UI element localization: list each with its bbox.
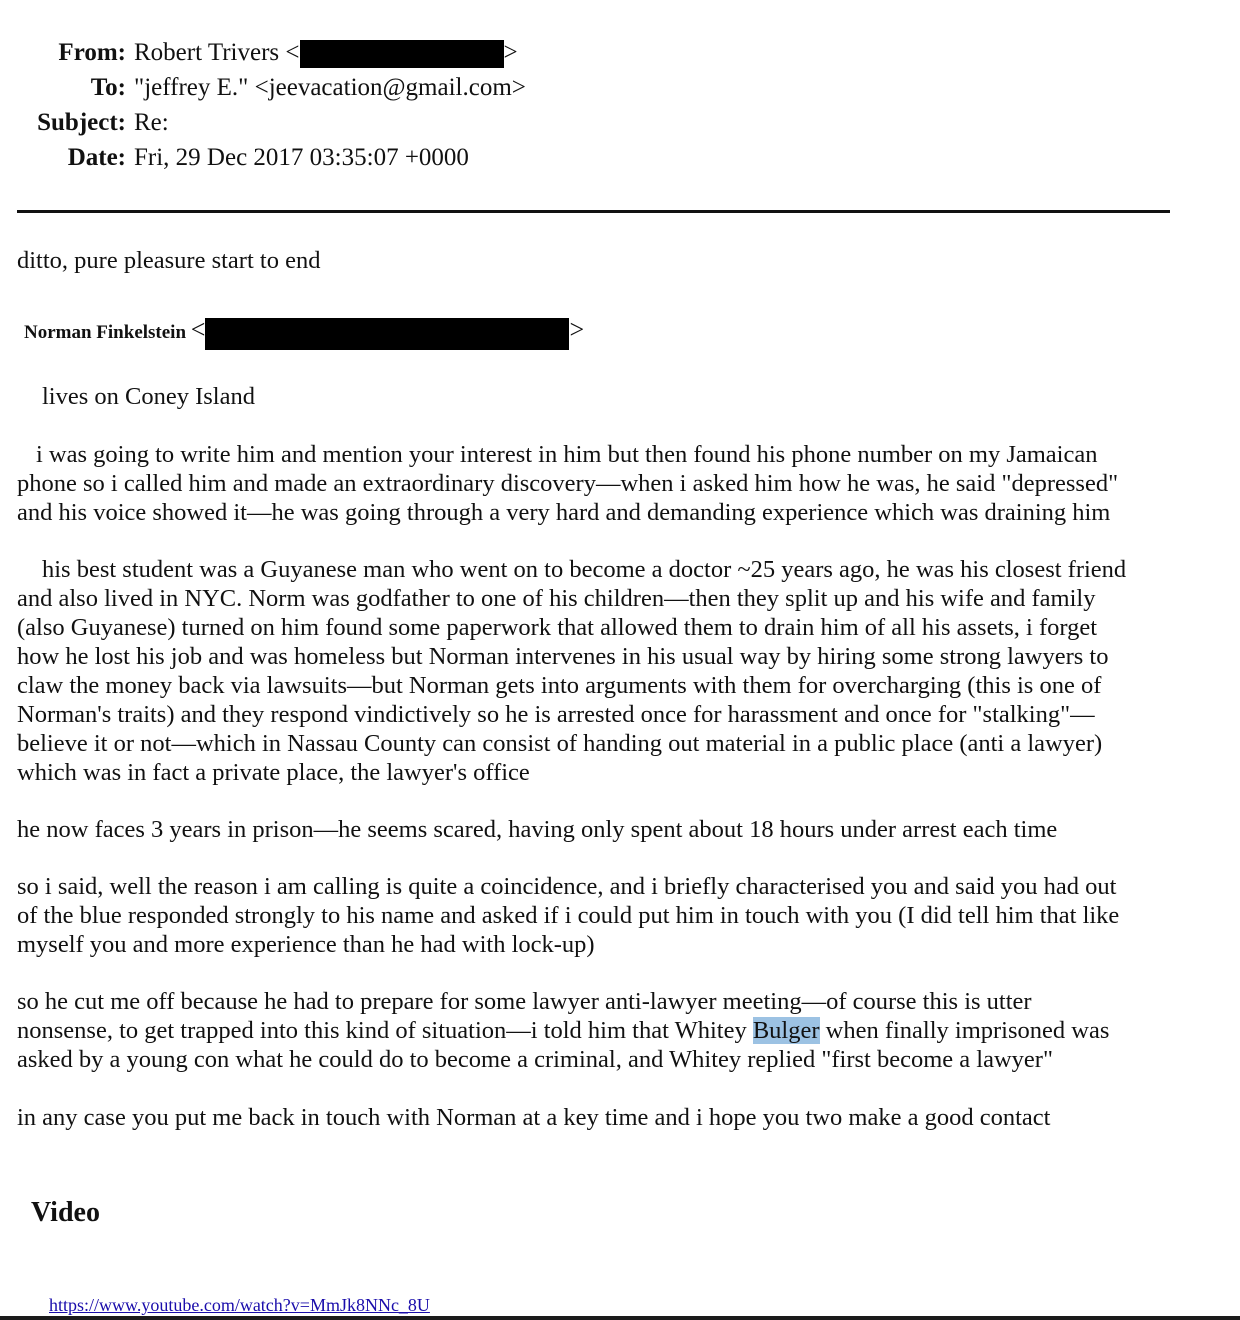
header-from-row: [0, 38, 518, 68]
header-divider: [17, 210, 1170, 213]
date-label: Date:: [67, 144, 126, 171]
from-close-bracket: >: [503, 39, 518, 66]
paragraph-4: he now faces 3 years in prison—he seems scared, having only spent about 18 hours under arrest each time: [17, 816, 1058, 843]
paragraph-1: lives on Coney Island: [42, 383, 255, 410]
paragraph-6: so he cut me off because he had to prepare for some lawyer anti-lawyer meeting—of course this is utter nonsense, to get trapped into this kind of situation—i told him that Whitey Bulger when finally imprisoned was asked by a young con what he could do to become a criminal, and Whitey replied "first become a lawyer": [17, 988, 1110, 1073]
quoted-sender-close-bracket: >: [569, 315, 585, 344]
to-value[interactable]: "jeffrey E." <jeevacation@gmail.com>: [134, 74, 526, 101]
header-to-row: [0, 73, 526, 103]
paragraph-3: his best student was a Guyanese man who went on to become a doctor ~25 years ago, he was his closest friend and also lived in NYC. Norm was godfather to one of his children—then they split up and his wife and family (also Guyanese) turned on him found some paperwork that allowed them to drain him of all his assets, i forget how he lost his job and was homeless but Norman intervenes in his usual way by hiring some strong lawyers to claw the money back via lawsuits—but Norman gets into arguments with them for overcharging (this is one of Norman's traits) and they respond vindictively so he is arrested once for harassment and once for "stalking"— believe it or not—which in Nassau County can consist of handing out material in a public place (anti a lawyer) which was in fact a private place, the lawyer's office: [17, 556, 1127, 786]
paragraph-2: i was going to write him and mention your interest in him but then found his phone number on my Jamaican phone so i called him and made an extraordinary discovery—when i asked him how he was, he said "depressed" and his voice showed it—he was going through a very hard and demanding experience which was draining him: [17, 441, 1119, 526]
date-value: Fri, 29 Dec 2017 03:35:07 +0000: [134, 144, 469, 171]
paragraph-7: in any case you put me back in touch with Norman at a key time and i hope you two make a good contact: [17, 1104, 1051, 1131]
to-label: To:: [90, 74, 126, 101]
quoted-sender-name: Norman Finkelstein: [24, 322, 187, 343]
quoted-sender: [24, 313, 584, 350]
redacted-from-email: [300, 40, 504, 68]
video-heading: Video: [31, 1197, 100, 1228]
from-label: From:: [58, 39, 126, 66]
subject-value: Re:: [134, 109, 169, 136]
header-date-row: [0, 143, 469, 173]
header-subject-row: [0, 108, 169, 138]
from-name: Robert Trivers <: [134, 39, 300, 66]
reply-text: ditto, pure pleasure start to end: [17, 247, 321, 274]
subject-label: Subject:: [37, 109, 126, 136]
quoted-sender-open-bracket: <: [190, 315, 206, 344]
bottom-edge: [0, 1316, 1240, 1320]
redacted-sender-email: [205, 318, 569, 350]
paragraph-5: so i said, well the reason i am calling is quite a coincidence, and i briefly characterised you and said you had out of the blue responded strongly to his name and asked if i could put him in touch with you (I did tell him that like myself you and more experience than he had with lock-up): [17, 873, 1120, 958]
video-link[interactable]: https://www.youtube.com/watch?v=MmJk8NNc_8U: [49, 1295, 430, 1315]
highlighted-word[interactable]: Bulger: [752, 1017, 820, 1044]
